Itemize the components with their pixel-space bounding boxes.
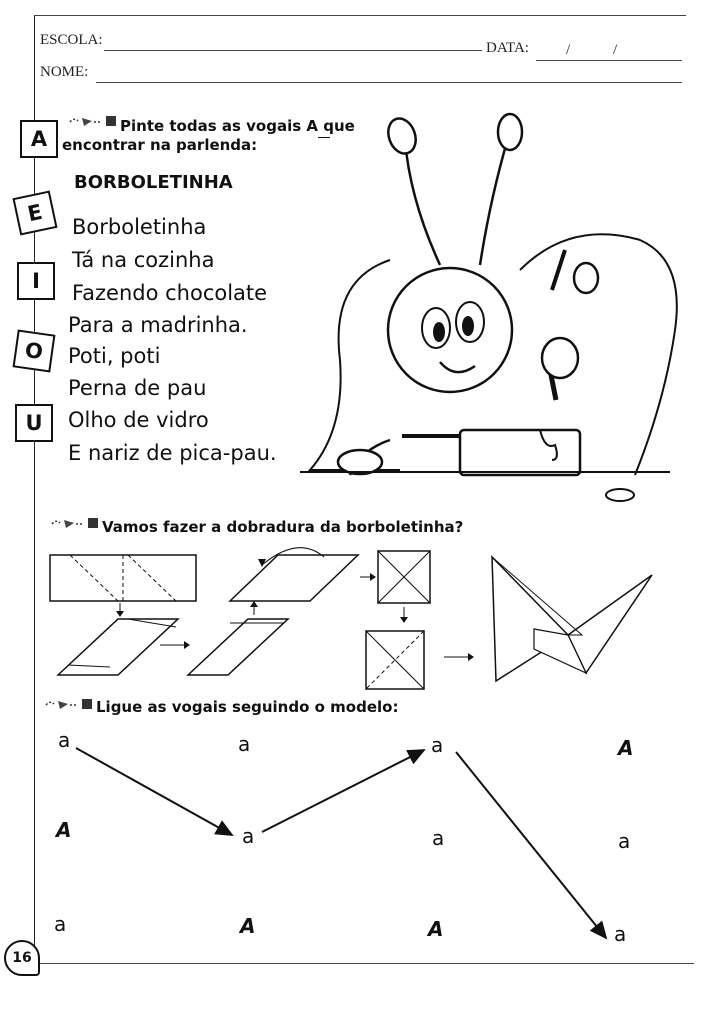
arrow-bullet-icon <box>68 114 118 128</box>
instruction-1-line-2: encontrar na parlenda: <box>62 136 258 154</box>
frame-bottom-edge <box>34 963 694 964</box>
letter-r1c1: a <box>58 728 71 752</box>
arrow-bullet-icon <box>44 697 94 711</box>
instruction-2: Vamos fazer a dobradura da borboletinha? <box>102 518 464 536</box>
date-slash-1: / <box>566 42 571 58</box>
poem-line-1: Borboletinha <box>72 215 207 239</box>
instruction-1-bullet <box>68 114 118 128</box>
escola-field[interactable] <box>104 50 482 51</box>
letter-r1c4: A <box>618 736 634 760</box>
letter-r3c1: a <box>54 912 67 936</box>
instruction-2-bullet <box>50 516 100 530</box>
poem-line-5: Poti, poti <box>68 344 161 368</box>
date-field[interactable] <box>536 60 682 61</box>
instruction-1-line-1: Pinte todas as vogais A que <box>120 117 355 135</box>
connect-arrows <box>0 720 720 960</box>
poem-line-3: Fazendo chocolate <box>72 281 268 305</box>
poem-line-2: Tá na cozinha <box>72 248 215 272</box>
poem-line-4: Para a madrinha. <box>68 313 248 337</box>
nome-field[interactable] <box>96 82 682 83</box>
butterfly-illustration <box>290 100 670 500</box>
date-slash-2: / <box>613 42 618 58</box>
letter-r1c3: a <box>431 733 444 757</box>
letter-r2c2: a <box>242 824 255 848</box>
poem-line-7: Olho de vidro <box>68 408 209 432</box>
frame-top-edge <box>34 15 686 16</box>
letter-r2c3: a <box>432 826 445 850</box>
letter-r3c3: A <box>428 917 444 941</box>
instruction-3: Ligue as vogais seguindo o modelo: <box>96 698 399 716</box>
poem-title: BORBOLETINHA <box>74 172 233 193</box>
arrow-bullet-icon <box>50 516 100 530</box>
page-number: 16 <box>4 940 40 976</box>
letter-r2c1: A <box>56 818 72 842</box>
vowel-box-u: U <box>15 404 53 442</box>
folding-diagram <box>48 545 668 695</box>
instruction-3-bullet <box>44 697 94 711</box>
vowel-box-e: E <box>12 190 57 235</box>
data-label: DATA: <box>486 40 529 56</box>
nome-label: NOME: <box>40 64 89 80</box>
vowel-box-a: A <box>20 120 58 158</box>
escola-label: ESCOLA: <box>40 32 103 48</box>
vowel-box-o: O <box>13 330 56 373</box>
poem-line-6: Perna de pau <box>68 376 207 400</box>
letter-r3c4: a <box>614 922 627 946</box>
letter-r1c2: a <box>238 732 251 756</box>
poem-line-8: E nariz de pica-pau. <box>68 441 277 465</box>
letter-r2c4: a <box>618 829 631 853</box>
vowel-box-i: I <box>17 262 55 300</box>
letter-r3c2: A <box>240 914 256 938</box>
